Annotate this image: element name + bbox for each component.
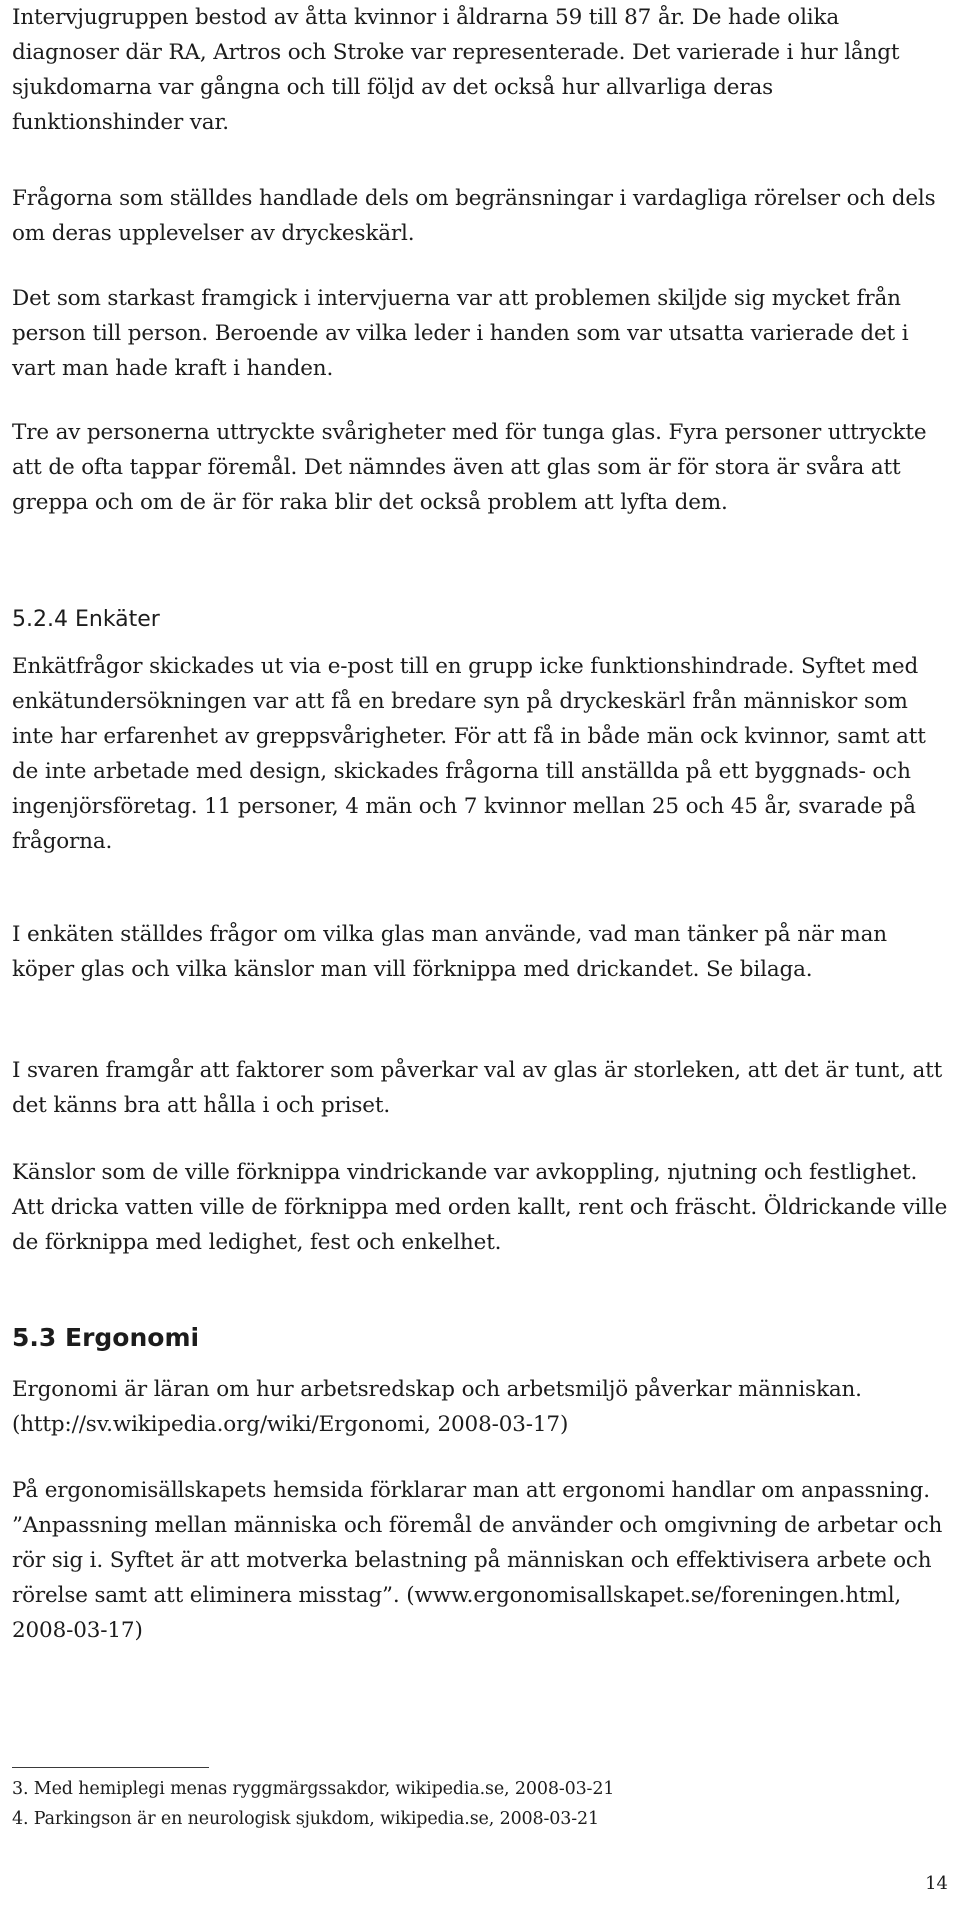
page-number: 14 [925, 1873, 948, 1894]
paragraph-questions: Frågorna som ställdes handlade dels om begränsningar i vardagliga rörelser och dels om deras upplevelser av dryckeskärl. [12, 186, 936, 246]
paragraph-interview-group: Intervjugruppen bestod av åtta kvinnor i åldrarna 59 till 87 år. De hade olika diagnoser där RA, Artros och Stroke var representerade. Det varierade i hur långt sjukdomarna var gångna och till följd av det också hur allvarliga deras funktionshinder var. [12, 5, 900, 135]
paragraph-survey-factors: I svaren framgår att faktorer som påverkar val av glas är storleken, att det är tunt, att det känns bra att hålla i och priset. [12, 1058, 943, 1118]
paragraph-interview-findings: Det som starkast framgick i intervjuerna var att problemen skiljde sig mycket från person till person. Beroende av vilka leder i handen som var utsatta varierade det i vart man hade kraft i handen. [12, 286, 909, 381]
footnote-divider [12, 1767, 209, 1768]
paragraph-ergonomi-society: På ergonomisällskapets hemsida förklarar man att ergonomi handlar om anpassning. ”Anpassning mellan människa och föremål de använder och omgivning de arbetar och rör sig i. Syftet är att motverka belastning på människan och effektivisera arbete och rörelse samt att eliminera misstag”. (www.ergonomisallskapet.se/foreningen.html, 2008-03-17) [12, 1478, 943, 1643]
footnote-3: 3. Med hemiplegi menas ryggmärgssakdor, wikipedia.se, 2008-03-21 [12, 1779, 615, 1799]
section-heading-ergonomi: 5.3 Ergonomi [12, 1323, 200, 1352]
paragraph-survey-feelings: Känslor som de ville förknippa vindrickande var avkoppling, njutning och festlighet. Att dricka vatten ville de förknippa med orden kallt, rent och fräscht. Öldrickande ville de förknippa med ledighet, fest och enkelhet. [12, 1160, 948, 1255]
section-heading-enkater: 5.2.4 Enkäter [12, 607, 160, 632]
paragraph-survey-questions: I enkäten ställdes frågor om vilka glas man använde, vad man tänker på när man köper glas och vilka känslor man vill förknippa med drickandet. Se bilaga. [12, 922, 888, 982]
footnote-4: 4. Parkingson är en neurologisk sjukdom, wikipedia.se, 2008-03-21 [12, 1809, 599, 1829]
paragraph-glass-difficulties: Tre av personerna uttryckte svårigheter med för tunga glas. Fyra personer uttryckte att de ofta tappar föremål. Det nämndes även att glas som är för stora är svåra att greppa och om de är för raka blir det också problem att lyfta dem. [12, 420, 927, 515]
paragraph-survey-method: Enkätfrågor skickades ut via e-post till en grupp icke funktionshindrade. Syftet med enkätundersökningen var att få en bredare syn på dryckeskärl från människor som inte har erfarenhet av greppsvårigheter. För att få in både män ock kvinnor, samt att de inte arbetade med design, skickades frågorna till anställda på ett byggnads- och ingenjörsföretag. 11 personer, 4 män och 7 kvinnor mellan 25 och 45 år, svarade på frågorna. [12, 654, 926, 854]
paragraph-ergonomi-definition: Ergonomi är läran om hur arbetsredskap och arbetsmiljö påverkar människan. (http://sv.wikipedia.org/wiki/Ergonomi, 2008-03-17) [12, 1377, 862, 1437]
